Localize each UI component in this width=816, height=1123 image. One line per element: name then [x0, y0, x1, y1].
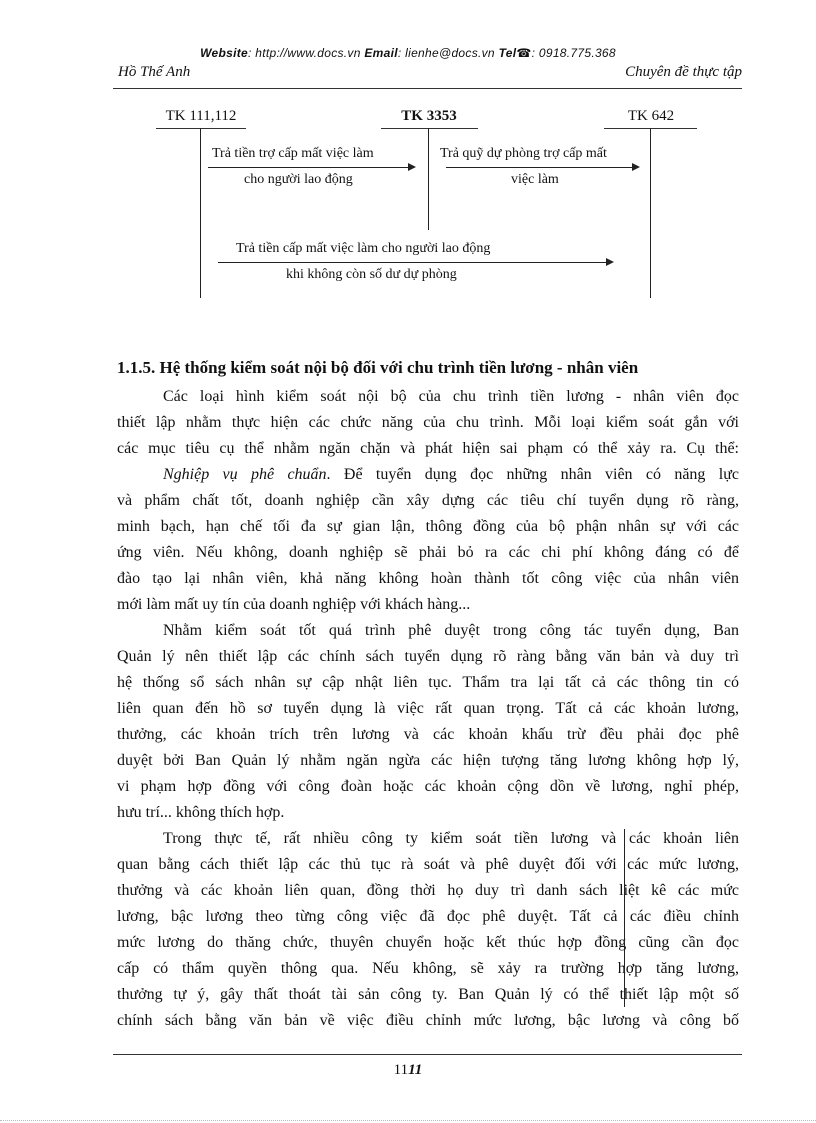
flow3-arrow — [218, 262, 612, 263]
flow2-label-line2: việc làm — [511, 172, 559, 187]
flow1-label-line1: Trả tiền trợ cấp mất việc làm — [212, 146, 374, 161]
flow2-label-line1: Trả quỹ dự phòng trợ cấp mất — [440, 146, 607, 161]
paragraph-line: Quản lý nên thiết lập các chính sách tuyển dụng rõ ràng bằng văn bản và duy trì — [117, 648, 739, 665]
account-mid-rule — [381, 128, 478, 129]
page-number-suffix: 11 — [408, 1062, 423, 1078]
section-heading: 1.1.5. Hệ thống kiểm soát nội bộ đối với chu trình tiền lương - nhân viên — [117, 358, 639, 377]
margin-rule-artifact — [624, 829, 625, 1007]
flow1-label-line2: cho người lao động — [244, 172, 353, 187]
website-url[interactable]: : http://www.docs.vn — [248, 46, 361, 60]
account-mid-axis — [428, 128, 429, 230]
paragraph-line: và phẩm chất tốt, doanh nghiệp cần xây dựng các tiêu chí tuyển dụng rõ ràng, — [117, 492, 739, 509]
account-left-axis — [200, 128, 201, 298]
header-rule — [113, 88, 742, 89]
email-value[interactable]: : lienhe@docs.vn — [397, 46, 495, 60]
website-label: Website — [200, 46, 248, 60]
paragraph-line: quan bằng cách thiết lập các thủ tục rà soát và phê duyệt đối với các mức lương, — [117, 856, 739, 873]
account-right-label: TK 642 — [627, 108, 675, 124]
paragraph-line: thưởng và các khoản liên quan, đồng thời họ duy trì danh sách liệt kê các mức — [117, 882, 739, 899]
paragraph-line: Trong thực tế, rất nhiều công ty kiểm soát tiền lương và các khoản liên — [163, 830, 739, 847]
paragraph-line: chính sách bằng văn bản về việc điều chỉnh mức lương, bậc lương và công bố — [117, 1012, 739, 1029]
tel-value: : 0918.775.368 — [531, 46, 616, 60]
flow3-label-line1: Trả tiền cấp mất việc làm cho người lao động — [236, 241, 491, 256]
page-number — [0, 1062, 816, 1079]
paragraph-line: thưởng tự ý, gây thất thoát tài sản công ty. Ban Quản lý có thể thiết lập một số — [117, 986, 739, 1003]
paragraph-line: thiết lập nhằm thực hiện các chức năng của chu trình. Mỗi loại kiểm soát gắn với — [117, 414, 739, 431]
website-contact-line — [0, 46, 816, 60]
account-right-axis — [650, 128, 651, 298]
paragraph-line: vi phạm hợp đồng với công đoàn hoặc các khoản cộng dồn về lương, nghỉ phép, — [117, 778, 739, 795]
account-left-rule — [156, 128, 246, 129]
paragraph-line: mới làm mất uy tín của doanh nghiệp với khách hàng... — [117, 596, 471, 613]
paragraph-line-rest: . Để tuyển dụng đọc những nhân viên có năng lực — [326, 466, 739, 483]
paragraph-line: hưu trí... không thích hợp. — [117, 804, 285, 821]
flow3-label-line2: khi không còn số dư dự phòng — [286, 267, 457, 282]
document-topic: Chuyên đề thực tập — [625, 64, 742, 80]
paragraph-line: mức lương do thăng chức, thuyên chuyển hoặc kết thúc hợp đồng cũng cần đọc — [117, 934, 739, 951]
phone-icon: ☎ — [516, 46, 532, 60]
paragraph-line: Nhằm kiểm soát tốt quá trình phê duyệt trong công tác tuyển dụng, Ban — [163, 622, 739, 639]
paragraph-line: duyệt bởi Ban Quản lý nhằm ngăn ngừa các hiện tượng tăng lương không hợp lý, — [117, 752, 739, 769]
paragraph-line: các mục tiêu cụ thể nhằm ngăn chặn và phát hiện sai phạm có thể xảy ra. Cụ thể: — [117, 440, 739, 457]
paragraph-line: thưởng, các khoản trích trên lương và các khoản khấu trừ đều phải đọc phê — [117, 726, 739, 743]
paragraph-line: hệ thống sổ sách nhân sự cập nhật liên tục. Thẩm tra lại tất cả các thông tin có — [117, 674, 739, 691]
page-edge — [0, 1120, 816, 1121]
paragraph-line: liên quan đến hồ sơ tuyển dụng là việc rất quan trọng. Tất cả các khoản lương, — [117, 700, 739, 717]
approval-term: Nghiệp vụ phê chuẩn — [163, 466, 327, 483]
page-number-value: 11 — [393, 1062, 409, 1078]
paragraph-line: cấp có thẩm quyền thông qua. Nếu không, sẽ xảy ra trường hợp tăng lương, — [117, 960, 739, 977]
paragraph-line — [163, 465, 739, 485]
paragraph-line: Các loại hình kiểm soát nội bộ của chu trình tiền lương - nhân viên đọc — [163, 388, 739, 405]
paragraph-line: minh bạch, hạn chế tối đa sự gian lận, thông đồng của bộ phận nhân sự với các — [117, 518, 739, 535]
flow2-arrow — [446, 167, 638, 168]
footer-rule — [113, 1054, 742, 1055]
paragraph-line: ứng viên. Nếu không, doanh nghiệp sẽ phải bỏ ra các chi phí không đáng có để — [117, 544, 739, 561]
flow1-arrow — [208, 167, 414, 168]
email-label: Email — [364, 46, 398, 60]
account-left-label: TK 111,112 — [165, 108, 237, 124]
account-mid-label: TK 3353 — [401, 108, 457, 124]
tel-label: Tel — [498, 46, 517, 60]
paragraph-line: lương, bậc lương theo từng công việc đã đọc phê duyệt. Tất cả các điều chỉnh — [117, 908, 739, 925]
author-name: Hồ Thế Anh — [118, 64, 191, 80]
paragraph-line: đào tạo lại nhân viên, khả năng không hoàn thành tốt công việc của nhân viên — [117, 570, 739, 587]
